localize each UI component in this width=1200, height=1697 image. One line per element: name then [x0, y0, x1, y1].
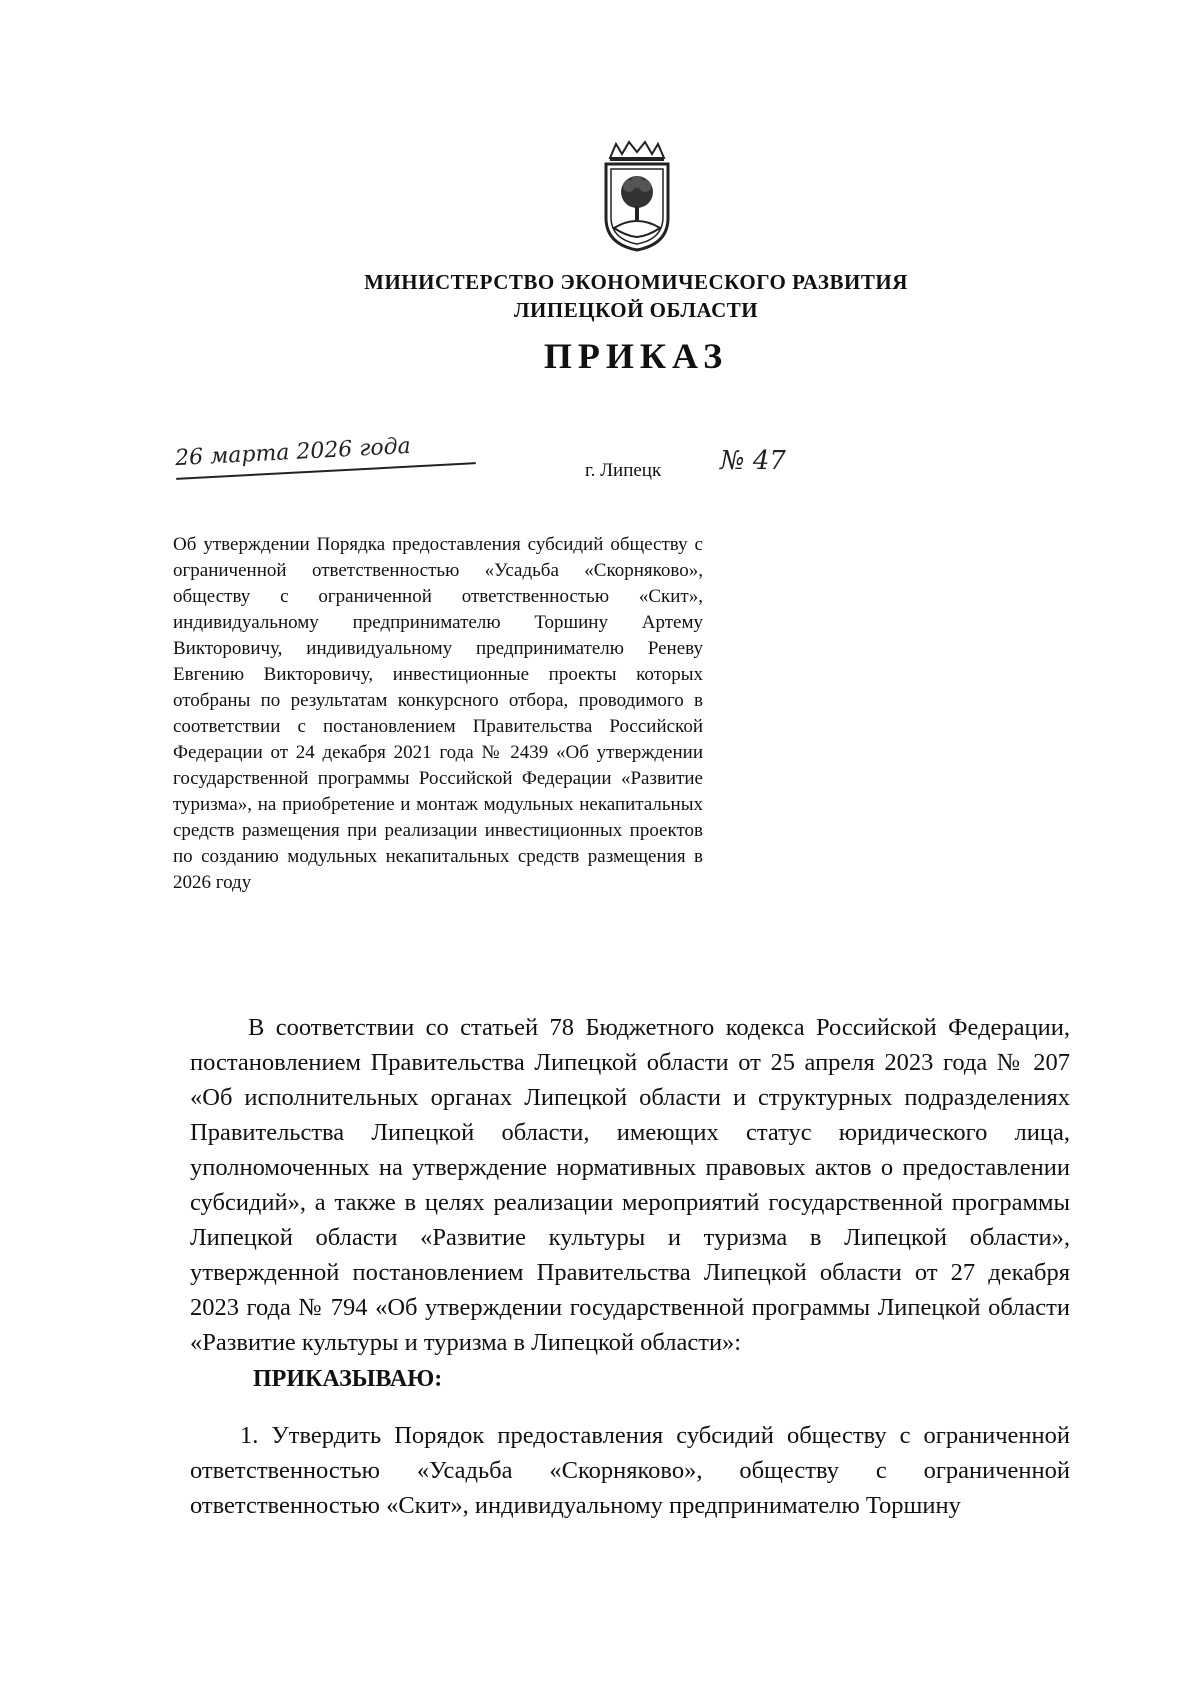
- order-item-1: 1. Утвердить Порядок предоставления субсидий обществу с ограниченной ответственностью «Усадьба «Скорняково», обществу с ограниченной ответственностью «Скит», индивидуальному предпринимателю Торшину: [190, 1422, 1070, 1519]
- handwritten-number: № 47: [720, 446, 786, 476]
- preamble-paragraph: В соответствии со статьей 78 Бюджетного кодекса Российской Федерации, постановлением Правительства Липецкой области от 25 апреля 2023 года № 207 «Об исполнительных органах Липецкой области и структурных подразделениях Правительства Липецкой области, имеющих статус юридического лица, уполномоченных на утверждение нормативных правовых актов о предоставлении субсидий», а также в целях реализации мероприятий государственной программы Липецкой области «Развитие культуры и туризма в Липецкой области», утвержденной постановлением Правительства Липецкой области от 27 декабря 2023 года № 794 «Об утверждении государственной программы Липецкой области «Развитие культуры и туризма в Липецкой области»:: [190, 1014, 1070, 1356]
- ministry-line-1: МИНИСТЕРСТВО ЭКОНОМИЧЕСКОГО РАЗВИТИЯ: [364, 270, 908, 294]
- lipetsk-coat-of-arms-icon: [596, 140, 678, 252]
- ministry-name: [0, 268, 1200, 324]
- ministry-line-2: ЛИПЕЦКОЙ ОБЛАСТИ: [513, 298, 759, 322]
- order-directive-heading: ПРИКАЗЫВАЮ:: [253, 1366, 443, 1392]
- handwritten-date: 26 марта 2026 года: [174, 433, 412, 472]
- order-subject: Об утверждении Порядка предоставления субсидий обществу с ограниченной ответственностью «Усадьба «Скорняково», обществу с ограниченной ответственностью «Скит», индивидуальному предпринимателю Торшину Артему Викторовичу, индивидуальному предпринимателю Реневу Евгению Викторовичу, инвестиционные проекты которых отобраны по результатам конкурсного отбора, проводимого в соответствии с постановлением Правительства Российской Федерации от 24 декабря 2021 года № 2439 «Об утверждении государственной программы Российской Федерации «Развитие туризма», на приобретение и монтаж модульных некапитальных средств размещения при реализации инвестиционных проектов по созданию модульных некапитальных средств размещения в 2026 году: [173, 534, 703, 893]
- city: г. Липецк: [585, 460, 662, 481]
- document-type-title: ПРИКАЗ: [543, 336, 729, 376]
